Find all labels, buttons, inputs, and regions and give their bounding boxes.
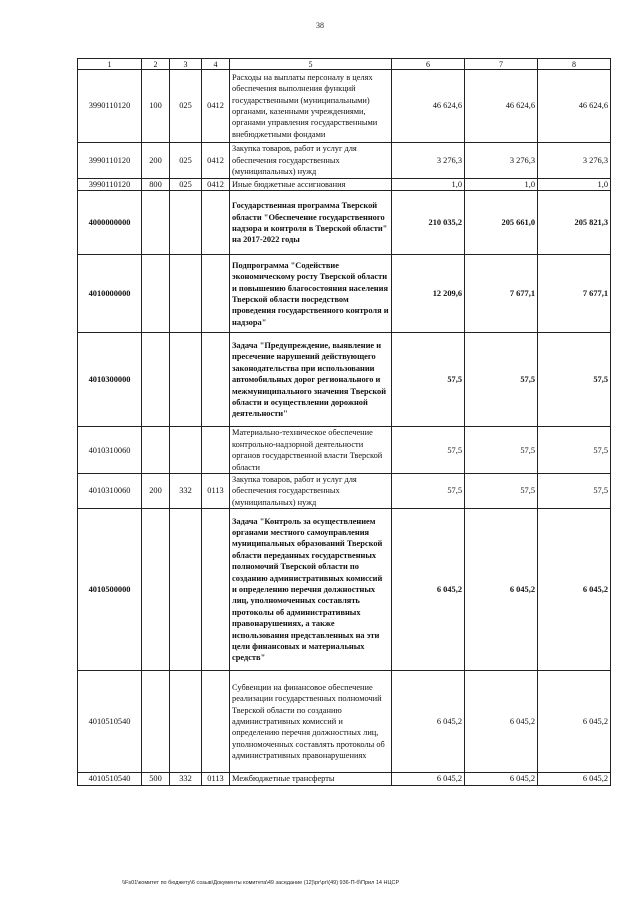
name-cell: Закупка товаров, работ и услуг для обеспечения государственных (муниципальных) нужд (230, 143, 392, 179)
department-cell: 025 (170, 143, 202, 179)
target-article-cell: 4010310060 (78, 427, 142, 474)
table-row (78, 474, 611, 509)
amount-col8-cell: 6 045,2 (538, 509, 611, 671)
expense-type-cell: 800 (142, 179, 170, 191)
department-cell (170, 255, 202, 333)
amount-col8-cell: 1,0 (538, 179, 611, 191)
amount-col6-cell: 1,0 (392, 179, 465, 191)
page-number: 38 (316, 21, 324, 30)
column-header: 3 (170, 59, 202, 70)
table-row (78, 191, 611, 255)
department-cell: 332 (170, 773, 202, 785)
target-article-cell: 3990110120 (78, 70, 142, 143)
table-row (78, 773, 611, 785)
name-cell: Субвенции на финансовое обеспечение реализации государственных полномочий Тверской области по созданию административных комиссий и определению перечня должностных лиц, уполномоченных составлять протоколы об административных правонарушениях (230, 671, 392, 773)
amount-col6-cell: 210 035,2 (392, 191, 465, 255)
amount-col8-cell: 57,5 (538, 333, 611, 427)
name-cell: Иные бюджетные ассигнования (230, 179, 392, 191)
amount-col6-cell: 12 209,6 (392, 255, 465, 333)
table-row (78, 255, 611, 333)
amount-col6-cell: 6 045,2 (392, 671, 465, 773)
expense-type-cell (142, 427, 170, 474)
table-row (78, 143, 611, 179)
section-cell: 0412 (202, 179, 230, 191)
amount-col8-cell: 57,5 (538, 427, 611, 474)
expense-type-cell: 200 (142, 143, 170, 179)
amount-col7-cell: 46 624,6 (465, 70, 538, 143)
amount-col8-cell: 3 276,3 (538, 143, 611, 179)
amount-col6-cell: 57,5 (392, 427, 465, 474)
target-article-cell: 4010300000 (78, 333, 142, 427)
amount-col6-cell: 6 045,2 (392, 773, 465, 785)
department-cell (170, 509, 202, 671)
table-row (78, 671, 611, 773)
target-article-cell: 4010510540 (78, 671, 142, 773)
table-row (78, 70, 611, 143)
table-row (78, 509, 611, 671)
amount-col6-cell: 3 276,3 (392, 143, 465, 179)
department-cell: 025 (170, 179, 202, 191)
amount-col8-cell: 7 677,1 (538, 255, 611, 333)
table-row (78, 179, 611, 191)
name-cell: Закупка товаров, работ и услуг для обеспечения государственных (муниципальных) нужд (230, 474, 392, 509)
section-cell: 0412 (202, 70, 230, 143)
expense-type-cell (142, 333, 170, 427)
name-cell: Подпрограмма "Содействие экономическому росту Тверской области и повышению благосостояния населения Тверской области посредством проведения государственного контроля и надзора" (230, 255, 392, 333)
department-cell (170, 671, 202, 773)
section-cell (202, 333, 230, 427)
column-header: 5 (230, 59, 392, 70)
target-article-cell: 4000000000 (78, 191, 142, 255)
table-row (78, 427, 611, 474)
amount-col6-cell: 57,5 (392, 333, 465, 427)
section-cell: 0113 (202, 773, 230, 785)
amount-col7-cell: 6 045,2 (465, 509, 538, 671)
amount-col8-cell: 46 624,6 (538, 70, 611, 143)
target-article-cell: 4010500000 (78, 509, 142, 671)
section-cell (202, 255, 230, 333)
expense-type-cell: 200 (142, 474, 170, 509)
target-article-cell: 3990110120 (78, 179, 142, 191)
section-cell: 0412 (202, 143, 230, 179)
expense-type-cell (142, 671, 170, 773)
department-cell (170, 333, 202, 427)
section-cell (202, 509, 230, 671)
amount-col7-cell: 6 045,2 (465, 773, 538, 785)
section-cell (202, 427, 230, 474)
name-cell: Задача "Контроль за осуществлением органами местного самоуправления муниципальных образований Тверской области переданных государственных полномочий Тверской области по созданию административных комиссий и определению перечня должностных лиц, уполномоченных составлять протоколы об административных правонарушениях, а также использования представленных на эти цели финансовых и материальных средств" (230, 509, 392, 671)
expense-type-cell: 500 (142, 773, 170, 785)
section-cell (202, 671, 230, 773)
department-cell: 025 (170, 70, 202, 143)
expense-type-cell: 100 (142, 70, 170, 143)
column-header: 7 (465, 59, 538, 70)
amount-col7-cell: 57,5 (465, 333, 538, 427)
name-cell: Межбюджетные трансферты (230, 773, 392, 785)
column-header: 1 (78, 59, 142, 70)
name-cell: Задача "Предупреждение, выявление и пресечение нарушений действующего законодательства при использовании автомобильных дорог регионального и межмуниципального значения Тверской области и осуществлении дорожной деятельности" (230, 333, 392, 427)
column-header: 8 (538, 59, 611, 70)
amount-col8-cell: 205 821,3 (538, 191, 611, 255)
department-cell: 332 (170, 474, 202, 509)
section-cell: 0113 (202, 474, 230, 509)
amount-col6-cell: 6 045,2 (392, 509, 465, 671)
amount-col7-cell: 6 045,2 (465, 671, 538, 773)
amount-col7-cell: 57,5 (465, 427, 538, 474)
amount-col8-cell: 57,5 (538, 474, 611, 509)
expense-type-cell (142, 191, 170, 255)
table-row (78, 333, 611, 427)
target-article-cell: 3990110120 (78, 143, 142, 179)
expense-type-cell (142, 509, 170, 671)
amount-col7-cell: 1,0 (465, 179, 538, 191)
name-cell: Государственная программа Тверской области "Обеспечение государственного надзора и контроля в Тверской области" на 2017-2022 годы (230, 191, 392, 255)
expense-type-cell (142, 255, 170, 333)
amount-col8-cell: 6 045,2 (538, 671, 611, 773)
amount-col6-cell: 57,5 (392, 474, 465, 509)
amount-col8-cell: 6 045,2 (538, 773, 611, 785)
table-header-row (78, 59, 611, 70)
section-cell (202, 191, 230, 255)
name-cell: Расходы на выплаты персоналу в целях обеспечения выполнения функций государственными (муниципальными) органами, казенными учреждениями, органами управления государственными внебюджетными фондами (230, 70, 392, 143)
amount-col6-cell: 46 624,6 (392, 70, 465, 143)
department-cell (170, 427, 202, 474)
column-header: 2 (142, 59, 170, 70)
target-article-cell: 4010000000 (78, 255, 142, 333)
department-cell (170, 191, 202, 255)
amount-col7-cell: 57,5 (465, 474, 538, 509)
name-cell: Материально-техническое обеспечение контрольно-надзорной деятельности органов государственной власти Тверской области (230, 427, 392, 474)
file-path-footer: \\Fs01\комитет по бюджету\6 созыв\Документы комитета\49 заседание (12)\рг\рг\(49) 936-П-б\Прил 14 НЦСР (122, 880, 400, 886)
column-header: 4 (202, 59, 230, 70)
target-article-cell: 4010510540 (78, 773, 142, 785)
amount-col7-cell: 3 276,3 (465, 143, 538, 179)
target-article-cell: 4010310060 (78, 474, 142, 509)
column-header: 6 (392, 59, 465, 70)
budget-table (77, 58, 611, 786)
amount-col7-cell: 7 677,1 (465, 255, 538, 333)
amount-col7-cell: 205 661,0 (465, 191, 538, 255)
